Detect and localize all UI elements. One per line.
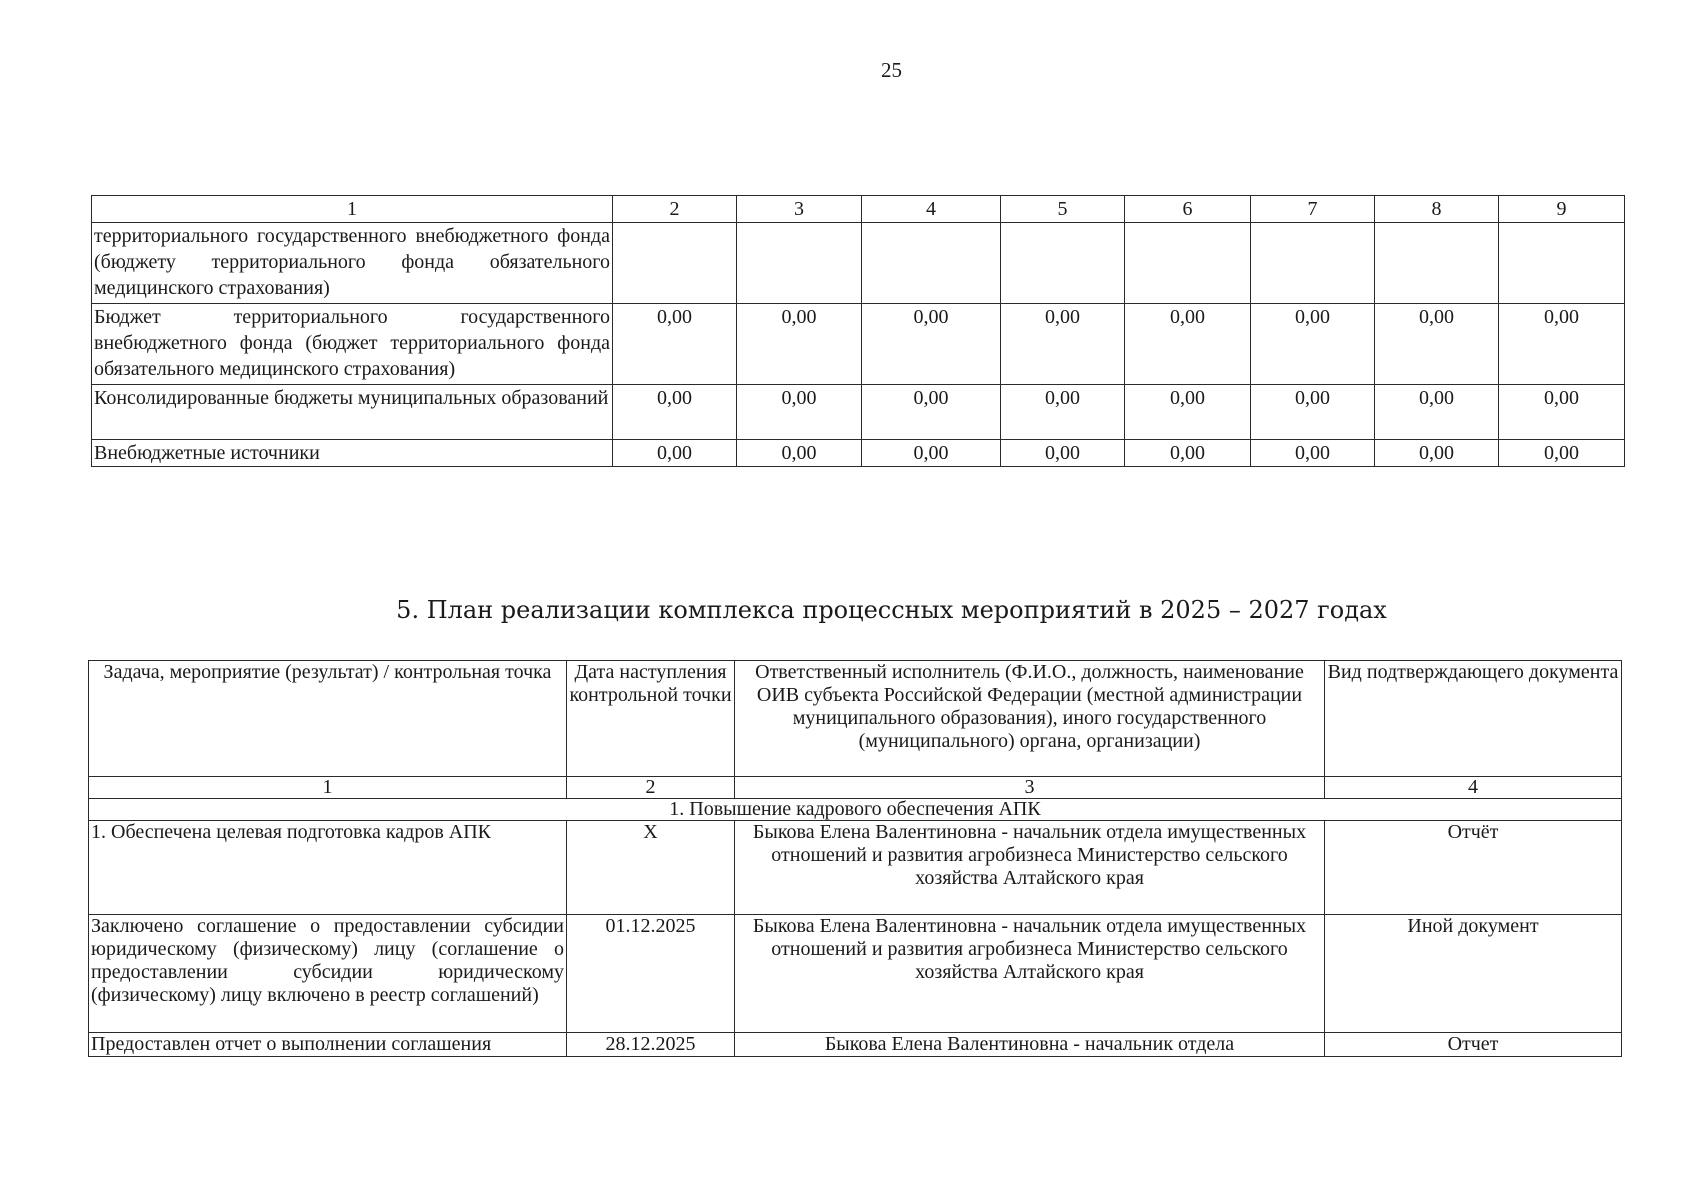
- value-cell: [613, 223, 737, 304]
- value-cell: 0,00: [862, 440, 1001, 467]
- column-header: Вид подтверждающего документа: [1325, 661, 1622, 777]
- row-label: Внебюджетные источники: [92, 440, 613, 467]
- document-type-cell: Иной документ: [1325, 915, 1622, 1033]
- table-row: [89, 1033, 1622, 1057]
- table-header-row: [89, 661, 1622, 777]
- value-cell: 0,00: [737, 304, 862, 385]
- funding-table: [91, 195, 1625, 467]
- value-cell: 0,00: [613, 385, 737, 440]
- value-cell: 0,00: [613, 440, 737, 467]
- column-number: 1: [92, 196, 613, 223]
- table-row: [89, 915, 1622, 1033]
- column-number: 1: [89, 777, 567, 799]
- table-row: [92, 304, 1625, 385]
- document-type-cell: Отчет: [1325, 1033, 1622, 1057]
- column-header: Ответственный исполнитель (Ф.И.О., должность, наименование ОИВ субъекта Российской Федерации (местной администрации муниципального образования), иного государственного (муниципального) органа, организации): [735, 661, 1325, 777]
- column-number: 4: [1325, 777, 1622, 799]
- table-row: [92, 385, 1625, 440]
- column-number: 3: [737, 196, 862, 223]
- column-number: 8: [1375, 196, 1499, 223]
- column-header: Задача, мероприятие (результат) / контрольная точка: [89, 661, 567, 777]
- executor-cell: Быкова Елена Валентиновна - начальник отдела имущественных отношений и развития агробизнеса Министерство сельского хозяйства Алтайского края: [735, 915, 1325, 1033]
- column-number-row: [89, 777, 1622, 799]
- task-cell: Предоставлен отчет о выполнении соглашения: [89, 1033, 567, 1057]
- value-cell: [1125, 223, 1251, 304]
- column-number: 9: [1499, 196, 1625, 223]
- value-cell: 0,00: [613, 304, 737, 385]
- column-number: 6: [1125, 196, 1251, 223]
- table-row: [92, 223, 1625, 304]
- value-cell: [862, 223, 1001, 304]
- date-cell: 28.12.2025: [567, 1033, 735, 1057]
- column-number: 3: [735, 777, 1325, 799]
- section-title: 5. План реализации комплекса процессных мероприятий в 2025 – 2027 годах: [396, 596, 1387, 624]
- value-cell: 0,00: [1251, 385, 1375, 440]
- value-cell: [1375, 223, 1499, 304]
- document-type-cell: Отчёт: [1325, 821, 1622, 915]
- value-cell: 0,00: [1125, 385, 1251, 440]
- value-cell: [737, 223, 862, 304]
- column-number: 2: [567, 777, 735, 799]
- value-cell: 0,00: [1251, 304, 1375, 385]
- value-cell: 0,00: [862, 385, 1001, 440]
- row-label: Бюджет территориального государственного внебюджетного фонда (бюджет территориального фонда обязательного медицинского страхования): [92, 304, 613, 385]
- value-cell: [1001, 223, 1125, 304]
- value-cell: [1499, 223, 1625, 304]
- value-cell: 0,00: [1499, 304, 1625, 385]
- task-cell: 1. Обеспечена целевая подготовка кадров АПК: [89, 821, 567, 915]
- section-heading: 1. Повышение кадрового обеспечения АПК: [89, 799, 1622, 821]
- value-cell: 0,00: [737, 440, 862, 467]
- value-cell: [1251, 223, 1375, 304]
- value-cell: 0,00: [1001, 304, 1125, 385]
- task-cell: Заключено соглашение о предоставлении субсидии юридическому (физическому) лицу (соглашение о предоставлении субсидии юридическому (физическому) лицу включено в реестр соглашений): [89, 915, 567, 1033]
- date-cell: 01.12.2025: [567, 915, 735, 1033]
- page-number: 25: [881, 58, 902, 82]
- executor-cell: Быкова Елена Валентиновна - начальник отдела: [735, 1033, 1325, 1057]
- value-cell: 0,00: [1375, 304, 1499, 385]
- value-cell: 0,00: [1375, 440, 1499, 467]
- column-number: 2: [613, 196, 737, 223]
- section-row: [89, 799, 1622, 821]
- value-cell: 0,00: [1499, 385, 1625, 440]
- value-cell: 0,00: [1251, 440, 1375, 467]
- value-cell: 0,00: [1125, 304, 1251, 385]
- column-number: 4: [862, 196, 1001, 223]
- table-header-row: [92, 196, 1625, 223]
- row-label: территориального государственного внебюджетного фонда (бюджету территориального фонда обязательного медицинского страхования): [92, 223, 613, 304]
- date-cell: X: [567, 821, 735, 915]
- value-cell: 0,00: [1001, 440, 1125, 467]
- column-number: 7: [1251, 196, 1375, 223]
- column-number: 5: [1001, 196, 1125, 223]
- value-cell: 0,00: [1001, 385, 1125, 440]
- value-cell: 0,00: [1125, 440, 1251, 467]
- value-cell: 0,00: [862, 304, 1001, 385]
- value-cell: 0,00: [737, 385, 862, 440]
- value-cell: 0,00: [1499, 440, 1625, 467]
- executor-cell: Быкова Елена Валентиновна - начальник отдела имущественных отношений и развития агробизнеса Министерство сельского хозяйства Алтайского края: [735, 821, 1325, 915]
- row-label: Консолидированные бюджеты муниципальных образований: [92, 385, 613, 440]
- value-cell: 0,00: [1375, 385, 1499, 440]
- plan-table: [88, 660, 1622, 1057]
- column-header: Дата наступления контрольной точки: [567, 661, 735, 777]
- table-row: [92, 440, 1625, 467]
- table-row: [89, 821, 1622, 915]
